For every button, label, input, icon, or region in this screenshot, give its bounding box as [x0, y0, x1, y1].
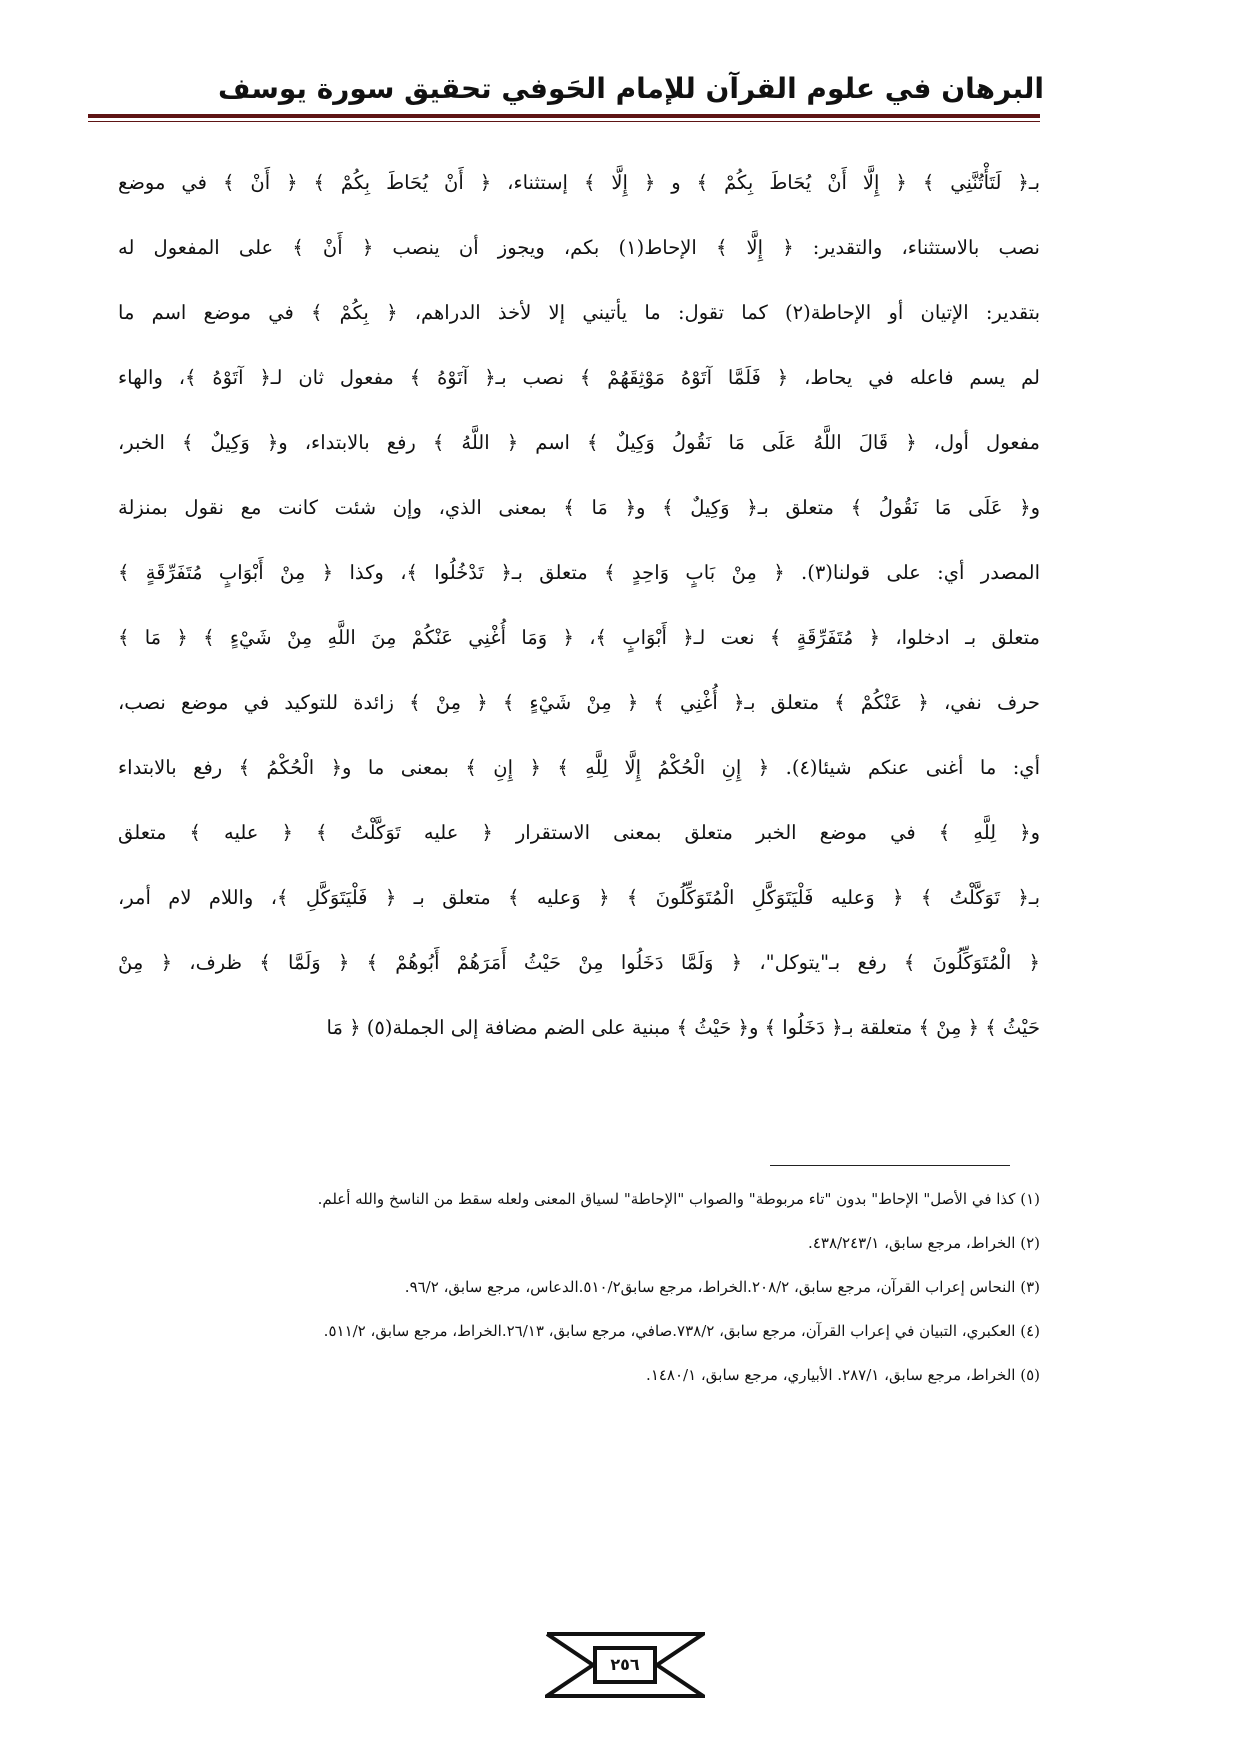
footnote: (٢) الخراط، مرجع سابق، ٤٣٨/٢٤٣/١. — [808, 1234, 1040, 1252]
body-line: مفعول أول، ﴿ قَالَ اللَّهُ عَلَى مَا نَقُولُ وَكِيلٌ ﴾ اسم ﴿ اللَّهُ ﴾ رفع بالابتداء، و﴿ وَكِيلٌ ﴾ الخبر، — [118, 431, 1040, 454]
body-line: بتقدير: الإتيان أو الإحاطة(٢) كما تقول: ما يأتيني إلا لأخذ الدراهم، ﴿ بِكُمْ ﴾ في موضع اسم ما — [118, 301, 1040, 324]
footnote: (٥) الخراط، مرجع سابق، ٢٨٧/١. الأبياري، مرجع سابق، ١٤٨٠/١. — [646, 1366, 1040, 1384]
body-line: حرف نفي، ﴿ عَنْكُمْ ﴾ متعلق بـ﴿ أُغْنِي ﴾ ﴿ مِنْ شَيْءٍ ﴾ ﴿ مِنْ ﴾ زائدة للتوكيد في موضع نصب، — [118, 691, 1040, 714]
footnote: (١) كذا في الأصل" الإحاط" بدون "تاء مربوطة" والصواب "الإحاطة" لسياق المعنى ولعله سقط من الناسخ والله أعلم. — [317, 1190, 1040, 1208]
body-line: بـ﴿ تَوَكَّلْتُ ﴾ ﴿ وَعليه فَلْيَتَوَكَّلِ الْمُتَوَكِّلُونَ ﴾ ﴿ وَعليه ﴾ متعلق بـ ﴿ فَلْيَتَوَكَّلِ ﴾، واللام لام أمر، — [118, 886, 1040, 909]
body-line: و﴿ عَلَى مَا نَقُولُ ﴾ متعلق بـ﴿ وَكِيلٌ ﴾ و﴿ مَا ﴾ بمعنى الذي، وإن شئت كانت مع نقول بمنزلة — [118, 496, 1040, 519]
body-text — [118, 150, 1040, 1060]
header-rule-thin — [88, 121, 1040, 122]
body-line: و﴿ لِلَّهِ ﴾ في موضع الخبر متعلق بمعنى الاستقرار ﴿ عليه تَوَكَّلْتُ ﴾ ﴿ عليه ﴾ متعلق — [118, 821, 1040, 844]
body-line: لم يسم فاعله في يحاط، ﴿ فَلَمَّا آتَوْهُ مَوْثِقَهُمْ ﴾ نصب بـ﴿ آتَوْهُ ﴾ مفعول ثان لـ﴿ آتَوْهُ ﴾، والهاء — [118, 366, 1040, 389]
footnote: (٤) العكبري، التبيان في إعراب القرآن، مرجع سابق، ٧٣٨/٢.صافي، مرجع سابق، ٢٦/١٣.الخراط، مرجع سابق، ٥١١/٢. — [323, 1322, 1040, 1340]
body-line: نصب بالاستثناء، والتقدير: ﴿ إِلَّا ﴾ الإحاط(١) بكم، ويجوز أن ينصب ﴿ أَنْ ﴾ على المفعول له — [118, 236, 1040, 259]
body-line: ﴿ الْمُتَوَكِّلُونَ ﴾ رفع بـ"يتوكل"، ﴿ وَلَمَّا دَخَلُوا مِنْ حَيْثُ أَمَرَهُمْ أَبُوهُمْ ﴾ ﴿ وَلَمَّا ﴾ ظرف، ﴿ مِنْ — [118, 951, 1040, 974]
header-rule-thick — [88, 114, 1040, 118]
footnote: (٣) النحاس إعراب القرآن، مرجع سابق، ٢٠٨/٢.الخراط، مرجع سابق٥١٠/٢.الدعاس، مرجع سابق، ٩٦/٢. — [404, 1278, 1040, 1296]
chapter-title: تحقيق سورة يوسف — [218, 72, 492, 105]
body-line: متعلق بـ ادخلوا، ﴿ مُتَفَرِّقَةٍ ﴾ نعت لـ﴿ أَبْوَابٍ ﴾، ﴿ وَمَا أُغْنِي عَنْكُمْ مِنَ اللَّهِ مِنْ شَيْءٍ ﴾ ﴿ مَا ﴾ — [118, 626, 1040, 649]
footnote-separator — [770, 1165, 1010, 1166]
page-number: ٢٥٦ — [610, 1655, 640, 1674]
body-line: حَيْثُ ﴾ ﴿ مِنْ ﴾ متعلقة بـ﴿ دَخَلُوا ﴾ و﴿ حَيْثُ ﴾ مبنية على الضم مضافة إلى الجملة(٥) ﴿ مَا — [326, 1016, 1040, 1039]
body-line: أي: ما أغنى عنكم شيئا(٤). ﴿ إِنِ الْحُكْمُ إِلَّا لِلَّهِ ﴾ ﴿ إِنِ ﴾ بمعنى ما و﴿ الْحُكْمُ ﴾ رفع بالابتداء — [118, 756, 1040, 779]
book-title: البرهان في علوم القرآن للإمام الحَوفي — [501, 72, 1044, 105]
footnotes — [118, 1177, 1040, 1397]
body-line: بـ﴿ لَتَأْتُنَّنِي ﴾ ﴿ إِلَّا أَنْ يُحَاطَ بِكُمْ ﴾ و ﴿ إِلَّا ﴾ إستثناء، ﴿ أَنْ يُحَاطَ بِكُمْ ﴾ ﴿ أَنْ ﴾ في موضع — [118, 171, 1040, 194]
body-line: المصدر أي: على قولنا(٣). ﴿ مِنْ بَابٍ وَاحِدٍ ﴾ متعلق بـ﴿ تَدْخُلُوا ﴾، وكذا ﴿ مِنْ أَبْوَابٍ مُتَفَرِّقَةٍ ﴾ — [118, 561, 1040, 584]
